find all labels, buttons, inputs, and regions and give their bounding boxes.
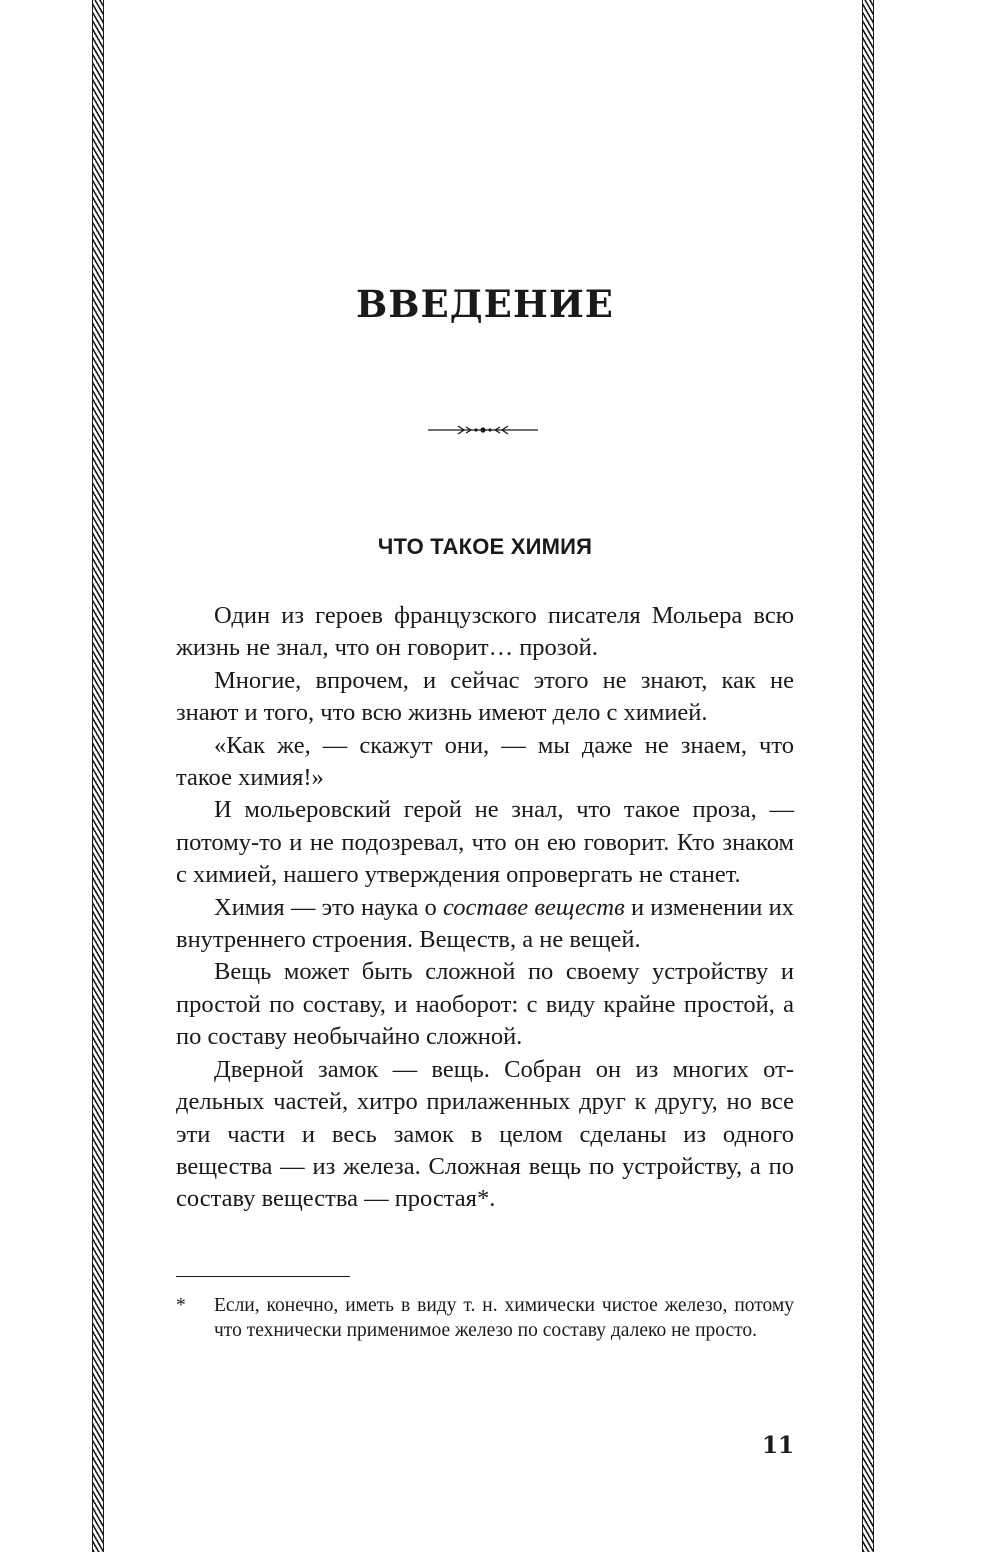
paragraph: Дверной замок — вещь. Собран он из многих отдельных частей, хитро прилаженных друг к другу, но все эти части и весь замок в целом сделаны из одного вещества — из железа. Сложная вещь по устройству, а по составу вещества — простая*. (176, 1055, 794, 1213)
chapter-title: ВВЕДЕНИЕ (356, 282, 614, 326)
ornament-divider-icon (428, 424, 538, 436)
paragraph-text: Химия — это наука о (214, 893, 444, 921)
page-number: 11 (761, 1432, 794, 1459)
paragraph: Вещь может быть сложной по своему устройству и простой по составу, и наоборот: с виду крайне простой, а по составу необычайно сложной. (176, 958, 794, 1051)
paragraph (176, 892, 794, 957)
body-text (176, 600, 794, 1216)
right-decorative-border (862, 0, 874, 1552)
paragraph-text: и изменении их внутреннего строения. Веществ, а не вещей. (176, 893, 794, 954)
footnote (176, 1293, 794, 1343)
paragraph: И мольеровский герой не знал, что такое проза, — потому-то и не подозревал, что он ею говорит. Кто знаком с химией, нашего утверждения опровергать не станет. (176, 796, 794, 889)
left-decorative-border (92, 0, 104, 1552)
paragraph: Один из героев французского писателя Мольера всю жизнь не знал, что он говорит… прозой. (176, 602, 794, 662)
paragraph: Многие, впрочем, и сейчас этого не знают, как не знают и того, что всю жизнь имеют дело с химией. (176, 666, 794, 727)
paragraph: «Как же, — скажут они, — мы даже не знаем, что такое химия!» (176, 731, 794, 792)
section-title: ЧТО ТАКОЕ ХИМИЯ (377, 534, 593, 559)
footnote-text: Если, конечно, иметь в виду т. н. химически чистое железо, потому что технически применимое железо по составу далеко не просто. (214, 1295, 794, 1341)
footnote-mark: * (176, 1295, 186, 1316)
emphasized-term: составе веществ (443, 893, 625, 921)
footnote-separator (176, 1276, 350, 1277)
